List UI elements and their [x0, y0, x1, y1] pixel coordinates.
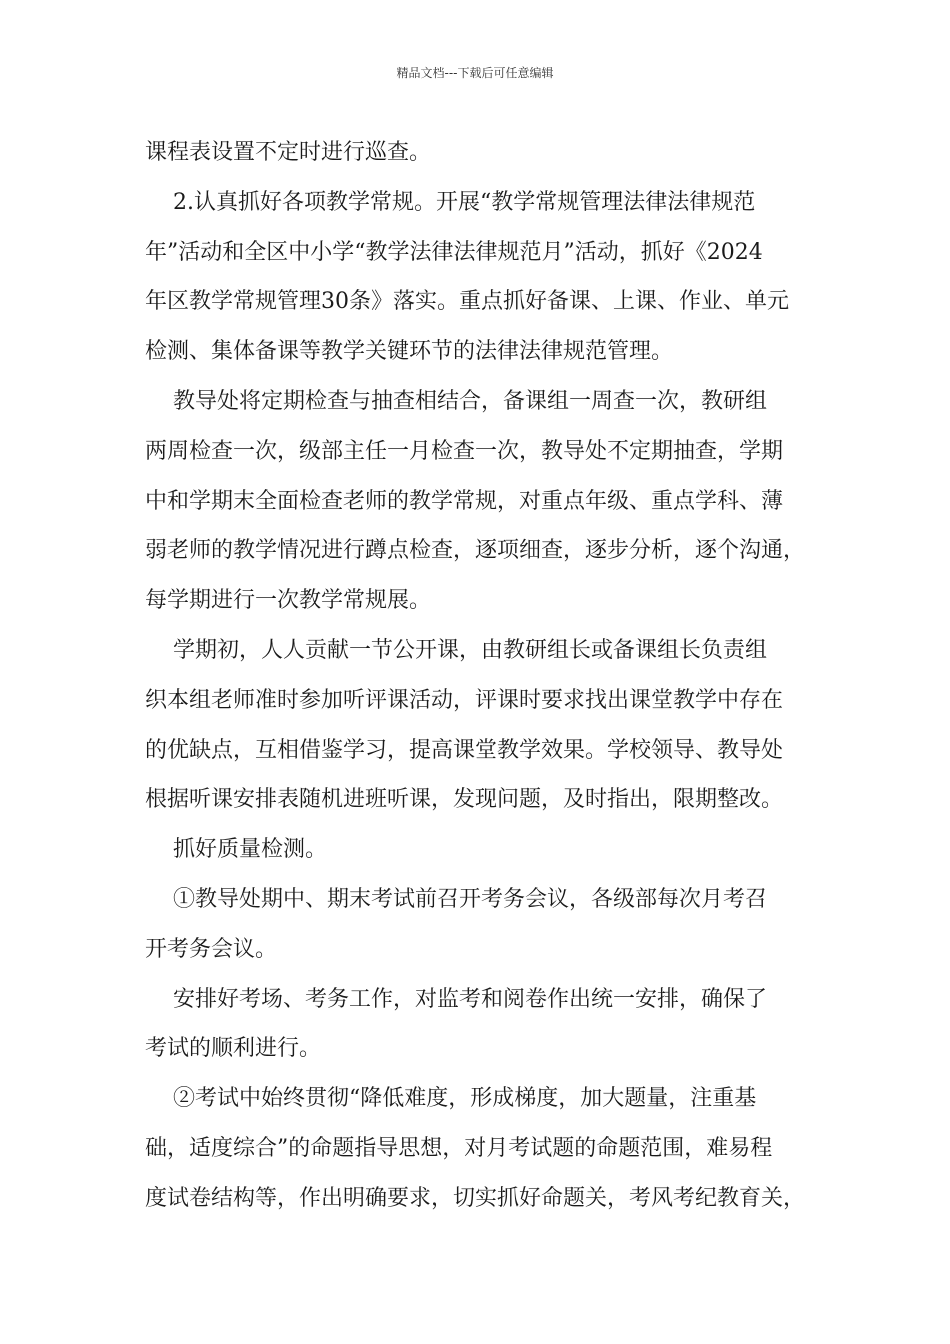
page-header: 精品文档---下载后可任意编辑	[396, 66, 554, 80]
text-line: 安排好考场、考务工作，对监考和阅卷作出统一安排，确保了	[145, 986, 767, 1012]
text-line: 两周检查一次，级部主任一月检查一次，教导处不定期抽查，学期	[145, 438, 784, 464]
text-line: 础，适度综合”的命题指导思想，对月考试题的命题范围，难易程	[145, 1135, 773, 1161]
text-line: 检测、集体备课等教学关键环节的法律法律规范管理。	[145, 339, 674, 365]
text-line: 教导处将定期检查与抽查相结合，备课组一周查一次，教研组	[145, 388, 767, 414]
text-line: 的优缺点，互相借鉴学习，提高课堂教学效果。学校领导、教导处	[145, 737, 784, 763]
text-line: 2.认真抓好各项教学常规。开展“教学常规管理法律法律规范	[145, 189, 756, 215]
body-text	[145, 128, 825, 1224]
text-line: 年”活动和全区中小学“教学法律法律规范月”活动，抓好《2024	[145, 239, 763, 265]
text-line: 度试卷结构等，作出明确要求，切实抓好命题关，考风考纪教育关，	[145, 1185, 806, 1211]
text-line: 考试的顺利进行。	[145, 1036, 322, 1062]
text-line: 课程表设置不定时进行巡查。	[145, 140, 432, 165]
text-line: ①教导处期中、期末考试前召开考务会议，各级部每次月考召	[145, 886, 767, 912]
text-line: 织本组老师准时参加听评课活动，评课时要求找出课堂教学中存在	[145, 687, 784, 713]
text-line: 弱老师的教学情况进行蹲点检查，逐项细查，逐步分析，逐个沟通，	[145, 538, 806, 564]
text-line: 中和学期末全面检查老师的教学常规，对重点年级、重点学科、薄	[145, 488, 784, 514]
text-line: 根据听课安排表随机进班听课，发现问题，及时指出，限期整改。	[145, 787, 784, 813]
text-line: 学期初，人人贡献一节公开课，由教研组长或备课组长负责组	[145, 637, 767, 663]
text-line: ②考试中始终贯彻“降低难度，形成梯度，加大题量，注重基	[145, 1086, 757, 1112]
text-line: 年区教学常规管理30条》落实。重点抓好备课、上课、作业、单元	[145, 289, 789, 315]
text-line: 抓好质量检测。	[145, 837, 327, 863]
text-line: 每学期进行一次教学常规展。	[145, 588, 432, 614]
text-line: 开考务会议。	[145, 936, 278, 962]
